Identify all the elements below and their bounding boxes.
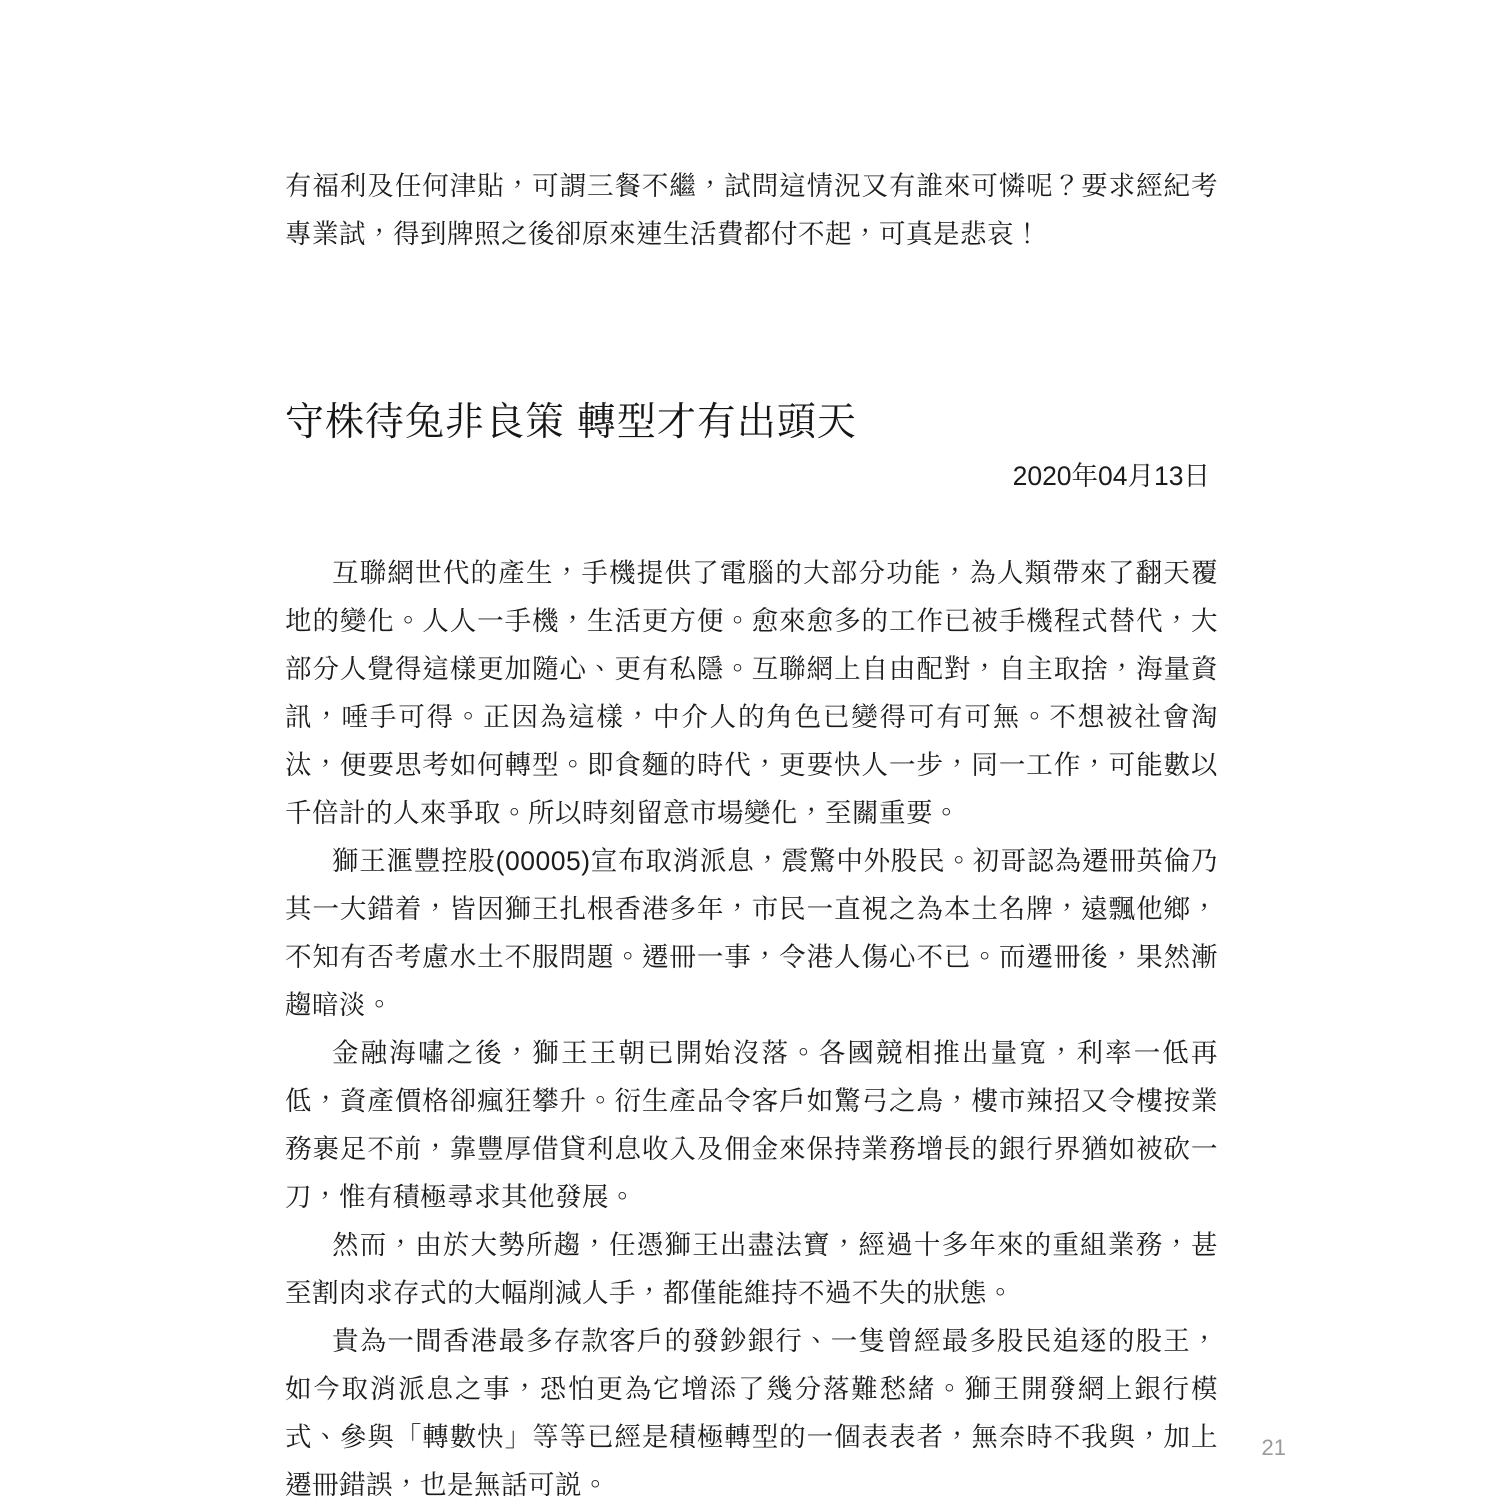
page-number: 21	[1261, 1435, 1286, 1460]
article-paragraph: 互聯網世代的產生，手機提供了電腦的大部分功能，為人類帶來了翻天覆地的變化。人人一手機，生活更方便。愈來愈多的工作已被手機程式替代，大部分人覺得這樣更加隨心、更有私隱。互聯網上自由配對，自主取捨，海量資訊，唾手可得。正因為這樣，中介人的角色已變得可有可無。不想被社會淘汰，便要思考如何轉型。即食麵的時代，更要快人一步，同一工作，可能數以千倍計的人來爭取。所以時刻留意市場變化，至關重要。	[285, 558, 1218, 828]
article-paragraph: 貴為一間香港最多存款客戶的發鈔銀行、一隻曾經最多股民追逐的股王，如今取消派息之事，恐怕更為它增添了幾分落難愁緒。獅王開發網上銀行模式、參與「轉數快」等等已經是積極轉型的一個表表者，無奈時不我與，加上遷冊錯誤，也是無話可説。	[285, 1326, 1218, 1500]
article-paragraph: 金融海嘯之後，獅王王朝已開始沒落。各國競相推出量寬，利率一低再低，資產價格卻瘋狂攀升。衍生產品令客戶如驚弓之鳥，樓市辣招又令樓按業務裹足不前，靠豐厚借貸利息收入及佣金來保持業務增長的銀行界猶如被砍一刀，惟有積極尋求其他發展。	[285, 1038, 1218, 1212]
article-paragraph: 獅王滙豐控股(00005)宣布取消派息，震驚中外股民。初哥認為遷冊英倫乃其一大錯着，皆因獅王扎根香港多年，市民一直視之為本土名牌，遠飄他鄉，不知有否考慮水土不服問題。遷冊一事，令港人傷心不已。而遷冊後，果然漸趨暗淡。	[285, 846, 1218, 1020]
page-content	[285, 0, 1218, 1509]
article-body	[285, 549, 1218, 1509]
continuation-paragraph: 有福利及任何津貼，可謂三餐不繼，試問這情況又有誰來可憐呢？要求經紀考專業試，得到牌照之後卻原來連生活費都付不起，可真是悲哀！	[285, 171, 1218, 249]
article-paragraph: 然而，由於大勢所趨，任憑獅王出盡法寶，經過十多年來的重組業務，甚至割肉求存式的大幅削減人手，都僅能維持不過不失的狀態。	[285, 1230, 1218, 1308]
article-title: 守株待兔非良策 轉型才有出頭天	[285, 401, 857, 444]
article-date: 2020年04月13日	[1012, 461, 1210, 491]
